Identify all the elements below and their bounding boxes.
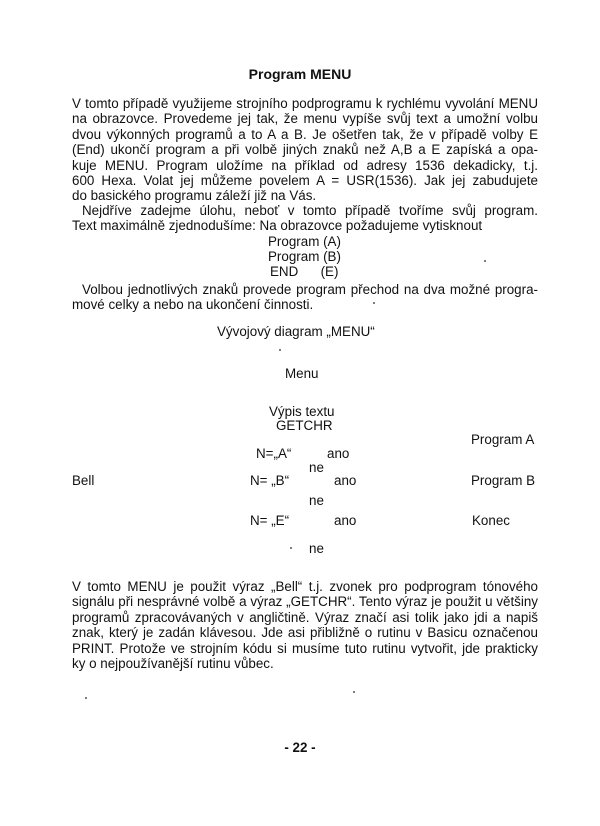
- scan-speck: [484, 260, 486, 262]
- scan-speck: [353, 691, 355, 693]
- text-line: V tomto MENU je použit výraz „Bell“ t.j. zvonek pro podprogram tónového: [72, 579, 538, 594]
- diagram-end: Konec: [472, 513, 510, 528]
- diagram-no-3: ne: [309, 541, 324, 556]
- diagram-listing: Výpis textu: [269, 404, 335, 419]
- text-line: V tomto případě využijeme strojního podprogramu k rychlému vyvolání MENU: [72, 96, 538, 111]
- scan-speck: [290, 547, 292, 549]
- text-line: ky o nejpoužívanější rutinu vůbec.: [72, 656, 274, 672]
- diagram-yes-b: ano: [334, 473, 357, 488]
- diagram-no-2: ne: [309, 493, 324, 508]
- text-line: 600 Hexa. Volat jej můžeme povelem A = USR(1536). Jak jej zabudujete: [72, 173, 538, 189]
- diagram-yes-a: ano: [327, 446, 350, 461]
- option-program-a: Program (A): [268, 234, 341, 249]
- text-line: programů zpracovávaných v angličtině. Výraz značí asi tolik jako jdi a napiš: [72, 609, 538, 625]
- diagram-getchr: GETCHR: [276, 418, 333, 433]
- diagram-menu: Menu: [285, 366, 319, 381]
- paragraph-choice-cont: [72, 297, 538, 312]
- paragraph-task: [72, 203, 538, 218]
- page-number: - 22 -: [284, 740, 316, 755]
- scan-speck: [373, 302, 375, 304]
- paragraph-task-cont: [72, 218, 538, 233]
- text-line: na obrazovce. Provedeme jej tak, že menu vypíše svůj text a umožní volbu: [72, 111, 538, 127]
- diagram-cond-e: N= „E“: [250, 513, 290, 528]
- page-title: Program MENU: [248, 66, 352, 82]
- text-line: signálu při nesprávné volbě a výraz „GETCHR“. Tento výraz je použit u většiny: [72, 594, 538, 610]
- diagram-caption: Vývojový diagram „MENU“: [217, 324, 375, 339]
- diagram-program-a: Program A: [471, 432, 535, 447]
- diagram-cond-a: N=„A“: [256, 446, 292, 461]
- text-line: do basického programu záleží již na Vás.: [72, 188, 317, 204]
- scan-speck: [279, 349, 281, 351]
- text-line: mové celky a nebo na ukončení činnosti.: [72, 297, 314, 312]
- text-line: kuje MENU. Program uložíme na příklad od adresy 1536 dekadicky, t.j.: [72, 157, 538, 173]
- text-line: Volbou jednotlivých znaků provede program přechod na dva možné progra-: [82, 282, 538, 297]
- text-line: znak, který je zadán klávesou. Jde asi přibližně o rutinu v Basicu označenou: [72, 625, 538, 641]
- scan-speck: [85, 697, 87, 699]
- diagram-bell: Bell: [72, 473, 95, 488]
- diagram-cond-b: N= „B“: [250, 473, 290, 488]
- diagram-yes-e: ano: [334, 513, 357, 528]
- diagram-program-b: Program B: [471, 473, 535, 488]
- text-line: PRINT. Protože ve strojním kódu si musíme tuto rutinu vytvořit, jde prakticky: [72, 640, 538, 656]
- option-program-b: Program (B): [268, 249, 341, 264]
- text-line: Nejdříve zadejme úlohu, neboť v tomto případě tvoříme svůj program.: [82, 203, 538, 218]
- text-line: Text maximálně zjednodušíme: Na obrazovce požadujeme vytisknout: [72, 218, 483, 233]
- diagram-no-1: ne: [309, 460, 324, 475]
- text-line: dvou výkonných programů a to A a B. Je ošetřen tak, že v případě volby E: [72, 126, 538, 142]
- paragraph-explanation: [72, 579, 538, 671]
- paragraph-intro: [72, 96, 538, 204]
- paragraph-choice: [72, 282, 538, 297]
- text-line: (End) ukončí program a při volbě jiných znaků než A,B a E zapíská a opa-: [72, 142, 538, 158]
- option-end: END (E): [270, 264, 339, 279]
